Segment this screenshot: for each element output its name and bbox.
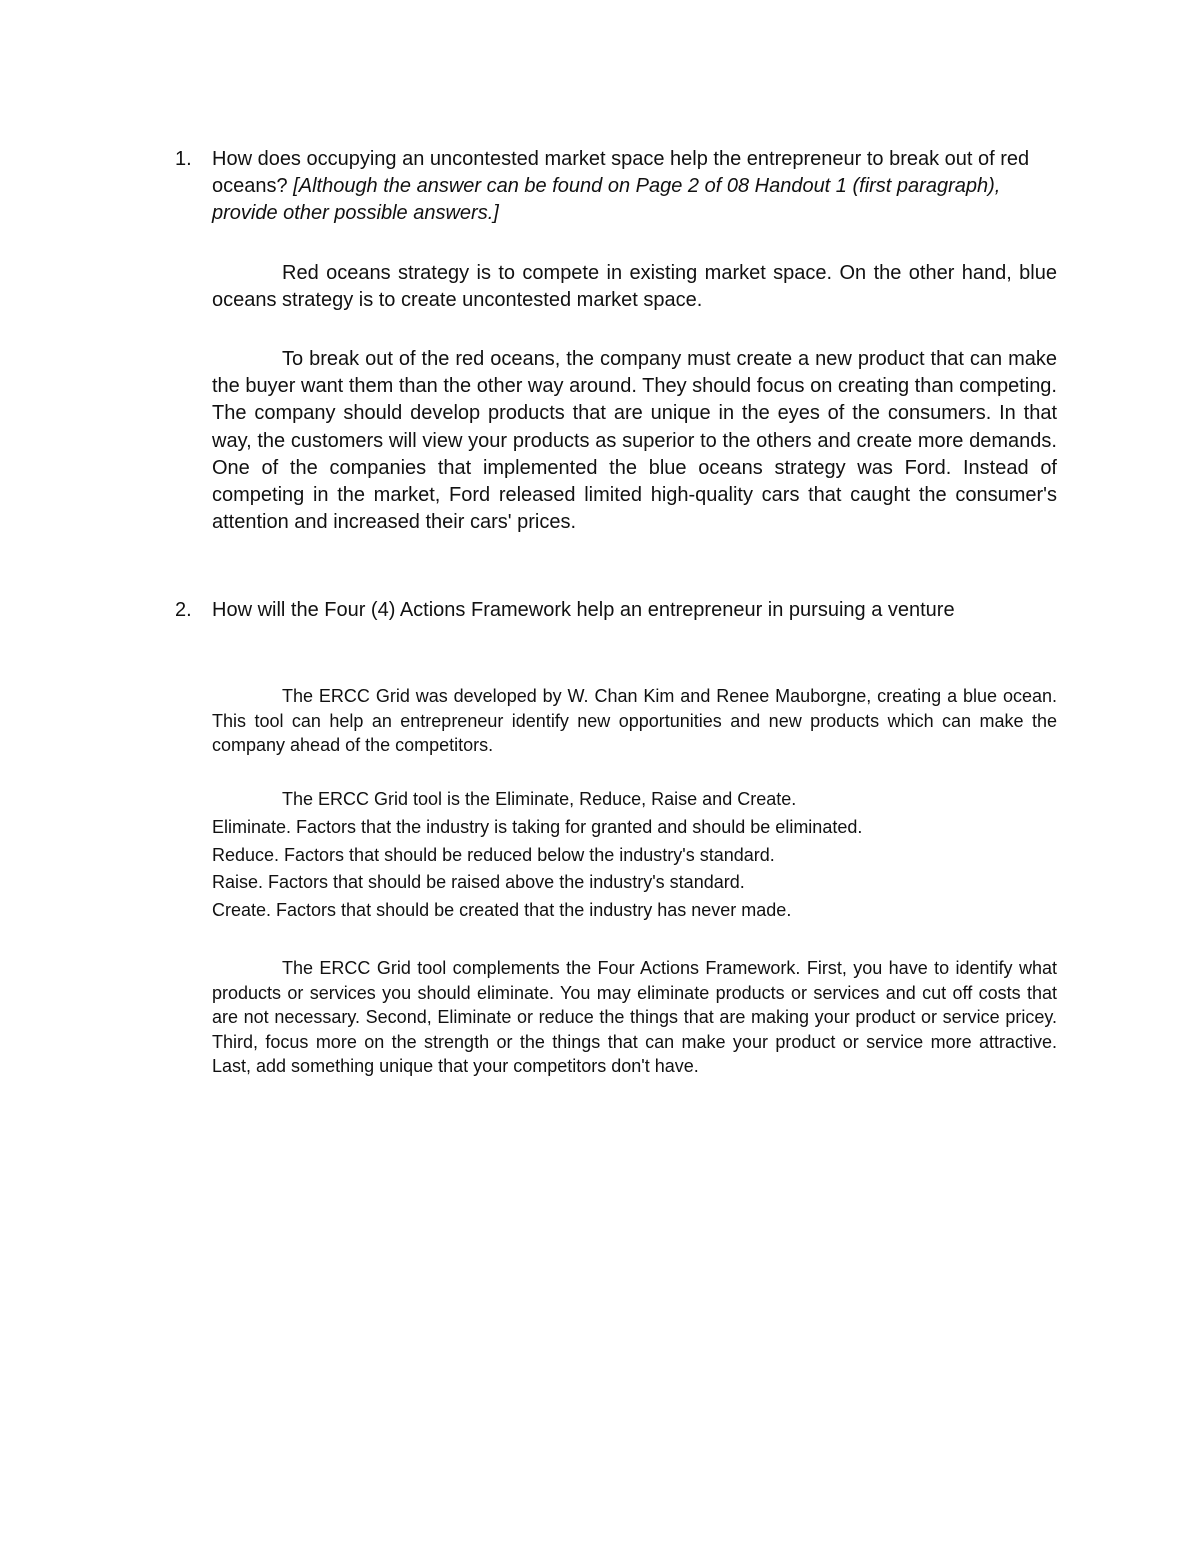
ercc-intro: The ERCC Grid tool is the Eliminate, Reduce, Raise and Create. [282, 789, 797, 809]
question-2 [175, 597, 1065, 624]
ercc-item-reduce: Reduce. Factors that should be reduced below the industry's standard. [212, 844, 775, 865]
question-number: 2. [175, 599, 192, 621]
question-1 [175, 146, 1065, 227]
question-text [212, 146, 1057, 227]
answer-1-paragraph-2: To break out of the red oceans, the company must create a new product that can make the buyer want them than the other way around. They should focus on creating than competing. The company should develop products that are unique in the eyes of the consumers. In that way, the customers will view your products as superior to the others and create more demands. One of the companies that implemented the blue oceans strategy was Ford. Instead of competing in the market, Ford released limited high-quality cars that caught the consumer's attention and increased their cars' prices. [212, 348, 1057, 534]
answer-2-paragraph-1: The ERCC Grid was developed by W. Chan Kim and Renee Mauborgne, creating a blue ocean. This tool can help an entrepreneur identify new opportunities and new products which can make the company ahead of the competitors. [212, 686, 1057, 756]
ercc-grid-list [212, 786, 1057, 925]
ercc-item-create: Create. Factors that should be created that the industry has never made. [212, 900, 792, 921]
question-note: [Although the answer can be found on Page 2 of 08 Handout 1 (first paragraph), provide other possible answers.] [212, 175, 1001, 224]
question-number: 1. [175, 148, 192, 170]
answer-1-paragraph-1: Red oceans strategy is to compete in existing market space. On the other hand, blue oceans strategy is to create uncontested market space. [212, 262, 1057, 312]
answer-2-paragraph-3: The ERCC Grid tool complements the Four Actions Framework. First, you have to identify what products or services you should eliminate. You may eliminate products or services and cut off costs that are not necessary. Second, Eliminate or reduce the things that are making your product or service pricey. Third, focus more on the strength or the things that can make your product or service more attractive. Last, add something unique that your competitors don't have. [212, 958, 1057, 1077]
ercc-item-raise: Raise. Factors that should be raised above the industry's standard. [212, 872, 745, 893]
question-text: How will the Four (4) Actions Framework help an entrepreneur in pursuing a venture [212, 599, 955, 621]
ercc-item-eliminate: Eliminate. Factors that the industry is taking for granted and should be eliminated. [212, 816, 863, 837]
question-prompt: How does occupying an uncontested market space help the entrepreneur to break out of red oceans? [212, 148, 1030, 197]
